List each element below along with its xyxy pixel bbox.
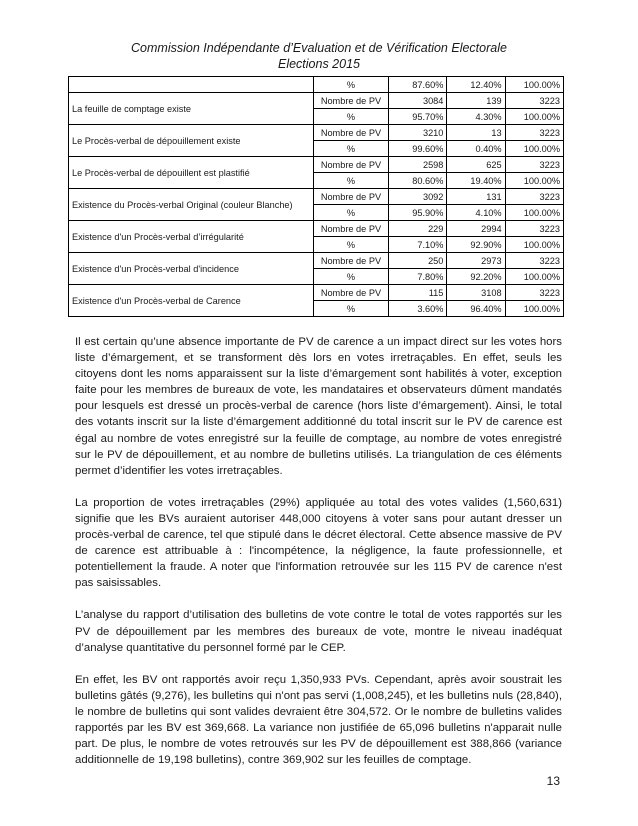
table-value-cell: 3223 bbox=[505, 285, 563, 301]
paragraph: Il est certain qu’une absence importante de PV de carence a un impact direct sur les votes hors liste d’émargement, et se transforment dès lors en votes irretraçables. En effet, seuls les citoyens dont les noms apparaissent sur la liste d’émargement sont habilités à voter, exception faite pour les membres de bureaux de vote, les mandataires et observateurs dûment mandatés pour lesquels est dressé un procès-verbal de carence (hors liste d’émargement). Ainsi, le total des votants inscrit sur la liste d’émargement additionné du total inscrit sur le PV de carence est égal au nombre de votes enregistré sur la feuille de comptage, au nombre de votes enregistré sur le PV de dépouillement, et au nombre de bulletins utilisés. La triangulation de ces éléments permet d’identifier les votes irretraçables. bbox=[75, 336, 562, 477]
table-value-cell: 80.60% bbox=[389, 173, 447, 189]
table-groups bbox=[69, 93, 564, 317]
table-value-cell: 3092 bbox=[389, 189, 447, 205]
table-label-cell bbox=[69, 77, 314, 93]
table-type-cell: % bbox=[313, 269, 389, 285]
table-value-cell: 0.40% bbox=[447, 141, 505, 157]
table-type-cell: Nombre de PV bbox=[313, 93, 389, 109]
table-value-cell: 92.20% bbox=[447, 269, 505, 285]
table-value-cell: 100.00% bbox=[505, 301, 563, 317]
table-type-cell: % bbox=[313, 77, 389, 93]
table-label-cell: Existence d'un Procès-verbal d'incidence bbox=[69, 253, 314, 285]
table-value-cell: 3108 bbox=[447, 285, 505, 301]
table-row bbox=[69, 221, 564, 237]
table-type-cell: % bbox=[313, 109, 389, 125]
table-value-cell: 7.80% bbox=[389, 269, 447, 285]
table-label-cell: La feuille de comptage existe bbox=[69, 93, 314, 125]
table-row bbox=[69, 93, 564, 109]
table-value-cell: 96.40% bbox=[447, 301, 505, 317]
table-value-cell: 100.00% bbox=[505, 269, 563, 285]
table-value-cell: 3223 bbox=[505, 125, 563, 141]
table-value-cell: 250 bbox=[389, 253, 447, 269]
table-row bbox=[69, 285, 564, 301]
table-value-cell: 87.60% bbox=[389, 77, 447, 93]
table-row bbox=[69, 77, 564, 93]
table-value-cell: 2598 bbox=[389, 157, 447, 173]
paragraph: L’analyse du rapport d’utilisation des bulletins de vote contre le total de votes rapportés sur les PV de dépouillement par les membres des bureaux de vote, montre le niveau inadéquat d’analyse quantitative du personnel formé par le CEP. bbox=[75, 609, 562, 654]
table-value-cell: 12.40% bbox=[447, 77, 505, 93]
table-value-cell: 3223 bbox=[505, 221, 563, 237]
table-value-cell: 100.00% bbox=[505, 237, 563, 253]
table-value-cell: 100.00% bbox=[505, 77, 563, 93]
table-value-cell: 625 bbox=[447, 157, 505, 173]
header-title: Commission Indépendante d’Evaluation et de Vérification Electorale bbox=[131, 41, 507, 55]
table-value-cell: 13 bbox=[447, 125, 505, 141]
table-value-cell: 95.90% bbox=[389, 205, 447, 221]
page-number: 13 bbox=[546, 774, 560, 788]
table-value-cell: 95.70% bbox=[389, 109, 447, 125]
table-value-cell: 100.00% bbox=[505, 109, 563, 125]
table-value-cell: 3223 bbox=[505, 189, 563, 205]
table-value-cell: 99.60% bbox=[389, 141, 447, 157]
table-type-cell: % bbox=[313, 237, 389, 253]
table-type-cell: Nombre de PV bbox=[313, 125, 389, 141]
header-subtitle: Elections 2015 bbox=[277, 57, 360, 71]
paragraph: La proportion de votes irretraçables (29%) appliquée au total des votes valides (1,560,631) signifie que les BVs auraient autoriser 448,000 citoyens à voter sans pour autant dresser un procès-verbal de carence, tel que stipulé dans le décret électoral. Cette absence massive de PV de carence est attribuable à : l'incompétence, la négligence, la faute professionnelle, et potentiellement la fraude. A noter que l'information retrouvée sur les 115 PV de carence n'est pas saisissables. bbox=[75, 496, 562, 590]
table-row bbox=[69, 189, 564, 205]
table-value-cell: 4.30% bbox=[447, 109, 505, 125]
table-row bbox=[69, 125, 564, 141]
table-type-cell: Nombre de PV bbox=[313, 221, 389, 237]
page-header bbox=[0, 40, 638, 72]
statistics-table bbox=[68, 76, 564, 317]
table-value-cell: 100.00% bbox=[505, 173, 563, 189]
table-type-cell: % bbox=[313, 173, 389, 189]
table-value-cell: 3210 bbox=[389, 125, 447, 141]
table-value-cell: 3223 bbox=[505, 93, 563, 109]
table-value-cell: 229 bbox=[389, 221, 447, 237]
table-value-cell: 100.00% bbox=[505, 141, 563, 157]
table-label-cell: Le Procès-verbal de dépouillent est plastifié bbox=[69, 157, 314, 189]
table-type-cell: Nombre de PV bbox=[313, 285, 389, 301]
table-value-cell: 3223 bbox=[505, 253, 563, 269]
table-type-cell: Nombre de PV bbox=[313, 189, 389, 205]
table-label-cell: Existence du Procès-verbal Original (couleur Blanche) bbox=[69, 189, 314, 221]
table-type-cell: % bbox=[313, 141, 389, 157]
table-value-cell: 2994 bbox=[447, 221, 505, 237]
table-value-cell: 3223 bbox=[505, 157, 563, 173]
table-value-cell: 115 bbox=[389, 285, 447, 301]
table-type-cell: % bbox=[313, 301, 389, 317]
table-type-cell: % bbox=[313, 205, 389, 221]
table-type-cell: Nombre de PV bbox=[313, 157, 389, 173]
table-type-cell: Nombre de PV bbox=[313, 253, 389, 269]
table-label-cell: Existence d'un Procès-verbal de Carence bbox=[69, 285, 314, 317]
table-value-cell: 2973 bbox=[447, 253, 505, 269]
table-value-cell: 100.00% bbox=[505, 205, 563, 221]
table-label-cell: Existence d'un Procès-verbal d’irrégularité bbox=[69, 221, 314, 253]
table-row bbox=[69, 157, 564, 173]
table-value-cell: 131 bbox=[447, 189, 505, 205]
table-value-cell: 3.60% bbox=[389, 301, 447, 317]
paragraph: En effet, les BV ont rapportés avoir reçu 1,350,933 PVs. Cependant, après avoir soustrait les bulletins gâtés (9,276), les bulletins qui n'ont pas servi (1,008,245), et les bulletins nuls (28,840), le nombre de bulletins qui sont valides devraient être 304,572. Or le nombre de bulletins valides rapportés par les BV est 369,668. La variance non justifiée de 65,096 bulletins n'apparait nulle part. De plus, le nombre de votes retrouvés sur les PV de dépouillement est 388,866 (variance additionnelle de 19,198 bulletins), contre 369,902 sur les feuilles de comptage. bbox=[75, 673, 562, 767]
table-value-cell: 92.90% bbox=[447, 237, 505, 253]
table-value-cell: 4.10% bbox=[447, 205, 505, 221]
table-label-cell: Le Procès-verbal de dépouillement existe bbox=[69, 125, 314, 157]
table-value-cell: 139 bbox=[447, 93, 505, 109]
table-row bbox=[69, 253, 564, 269]
table-value-cell: 3084 bbox=[389, 93, 447, 109]
table-value-cell: 7.10% bbox=[389, 237, 447, 253]
body-text bbox=[75, 334, 562, 784]
table-value-cell: 19.40% bbox=[447, 173, 505, 189]
